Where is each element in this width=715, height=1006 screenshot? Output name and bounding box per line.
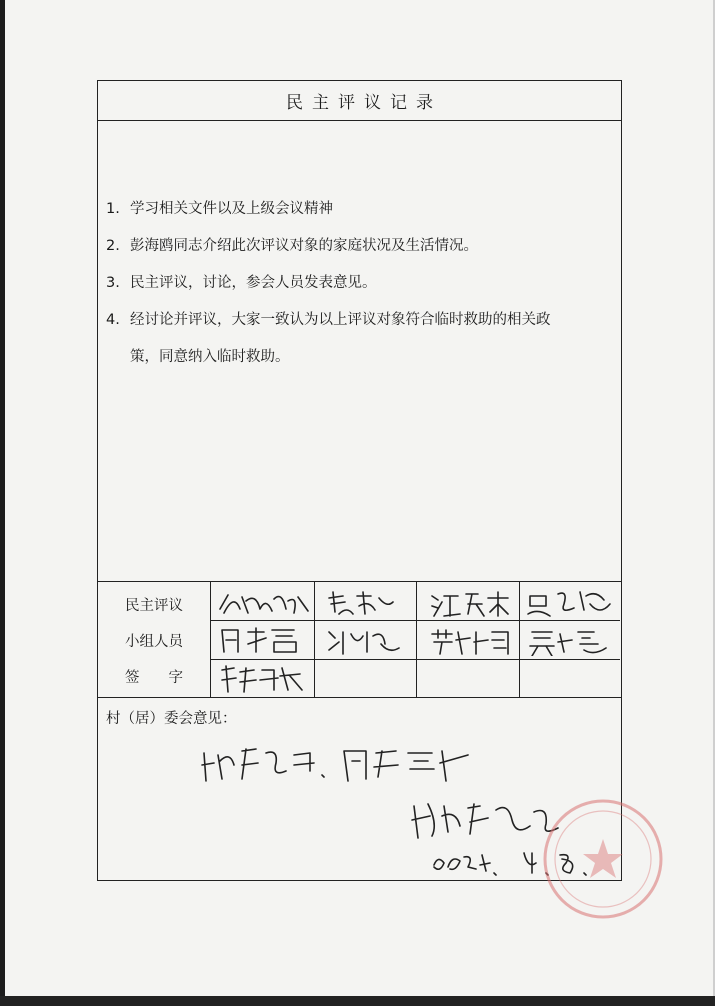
list-item [106,273,616,293]
signature-grid [98,581,621,698]
item-number: 4. [106,312,120,328]
item-text: 彭海鸥同志介绍此次评议对象的家庭状况及生活情况。 [130,238,478,254]
handwritten-signature [216,662,312,696]
signature-label-line3: 签 字 [125,670,183,686]
grid-divider [210,659,620,660]
list-item [106,236,616,256]
handwritten-signature [428,626,514,656]
handwritten-signature [428,588,514,618]
item-number: 3. [106,275,120,291]
item-text: 经讨论并评议，大家一致认为以上评议对象符合临时救助的相关政 [130,312,551,328]
handwritten-signature [323,626,409,656]
handwritten-signature [216,587,312,619]
handwritten-opinion [198,741,488,791]
item-text: 民主评议，讨论，参会人员发表意见。 [130,275,377,291]
item-number: 1. [106,201,120,217]
grid-divider [519,582,520,697]
item-text-continuation: 策，同意纳入临时救助。 [130,349,290,365]
form-title: 民主评议记录 [286,93,442,113]
title-row [98,81,621,121]
committee-opinion-label: 村（居）委会意见： [106,711,237,727]
handwritten-signature [323,588,403,618]
signature-label-line1: 民主评议 [125,598,183,614]
official-seal [541,784,671,934]
scan-border-bottom [0,996,715,1006]
grid-divider [314,582,315,697]
list-item [106,199,616,219]
handwritten-signature [524,586,616,618]
item-text: 学习相关文件以及上级会议精神 [130,201,333,217]
grid-divider [210,582,211,697]
handwritten-signature [216,624,312,656]
item-number: 2. [106,238,120,254]
signature-label-line2: 小组人员 [125,634,183,650]
meeting-items [106,199,616,384]
scan-border-left [0,0,5,1006]
grid-divider [416,582,417,697]
grid-divider [210,620,620,621]
handwritten-signature [524,626,616,656]
list-item [106,310,616,367]
record-form [97,80,622,881]
